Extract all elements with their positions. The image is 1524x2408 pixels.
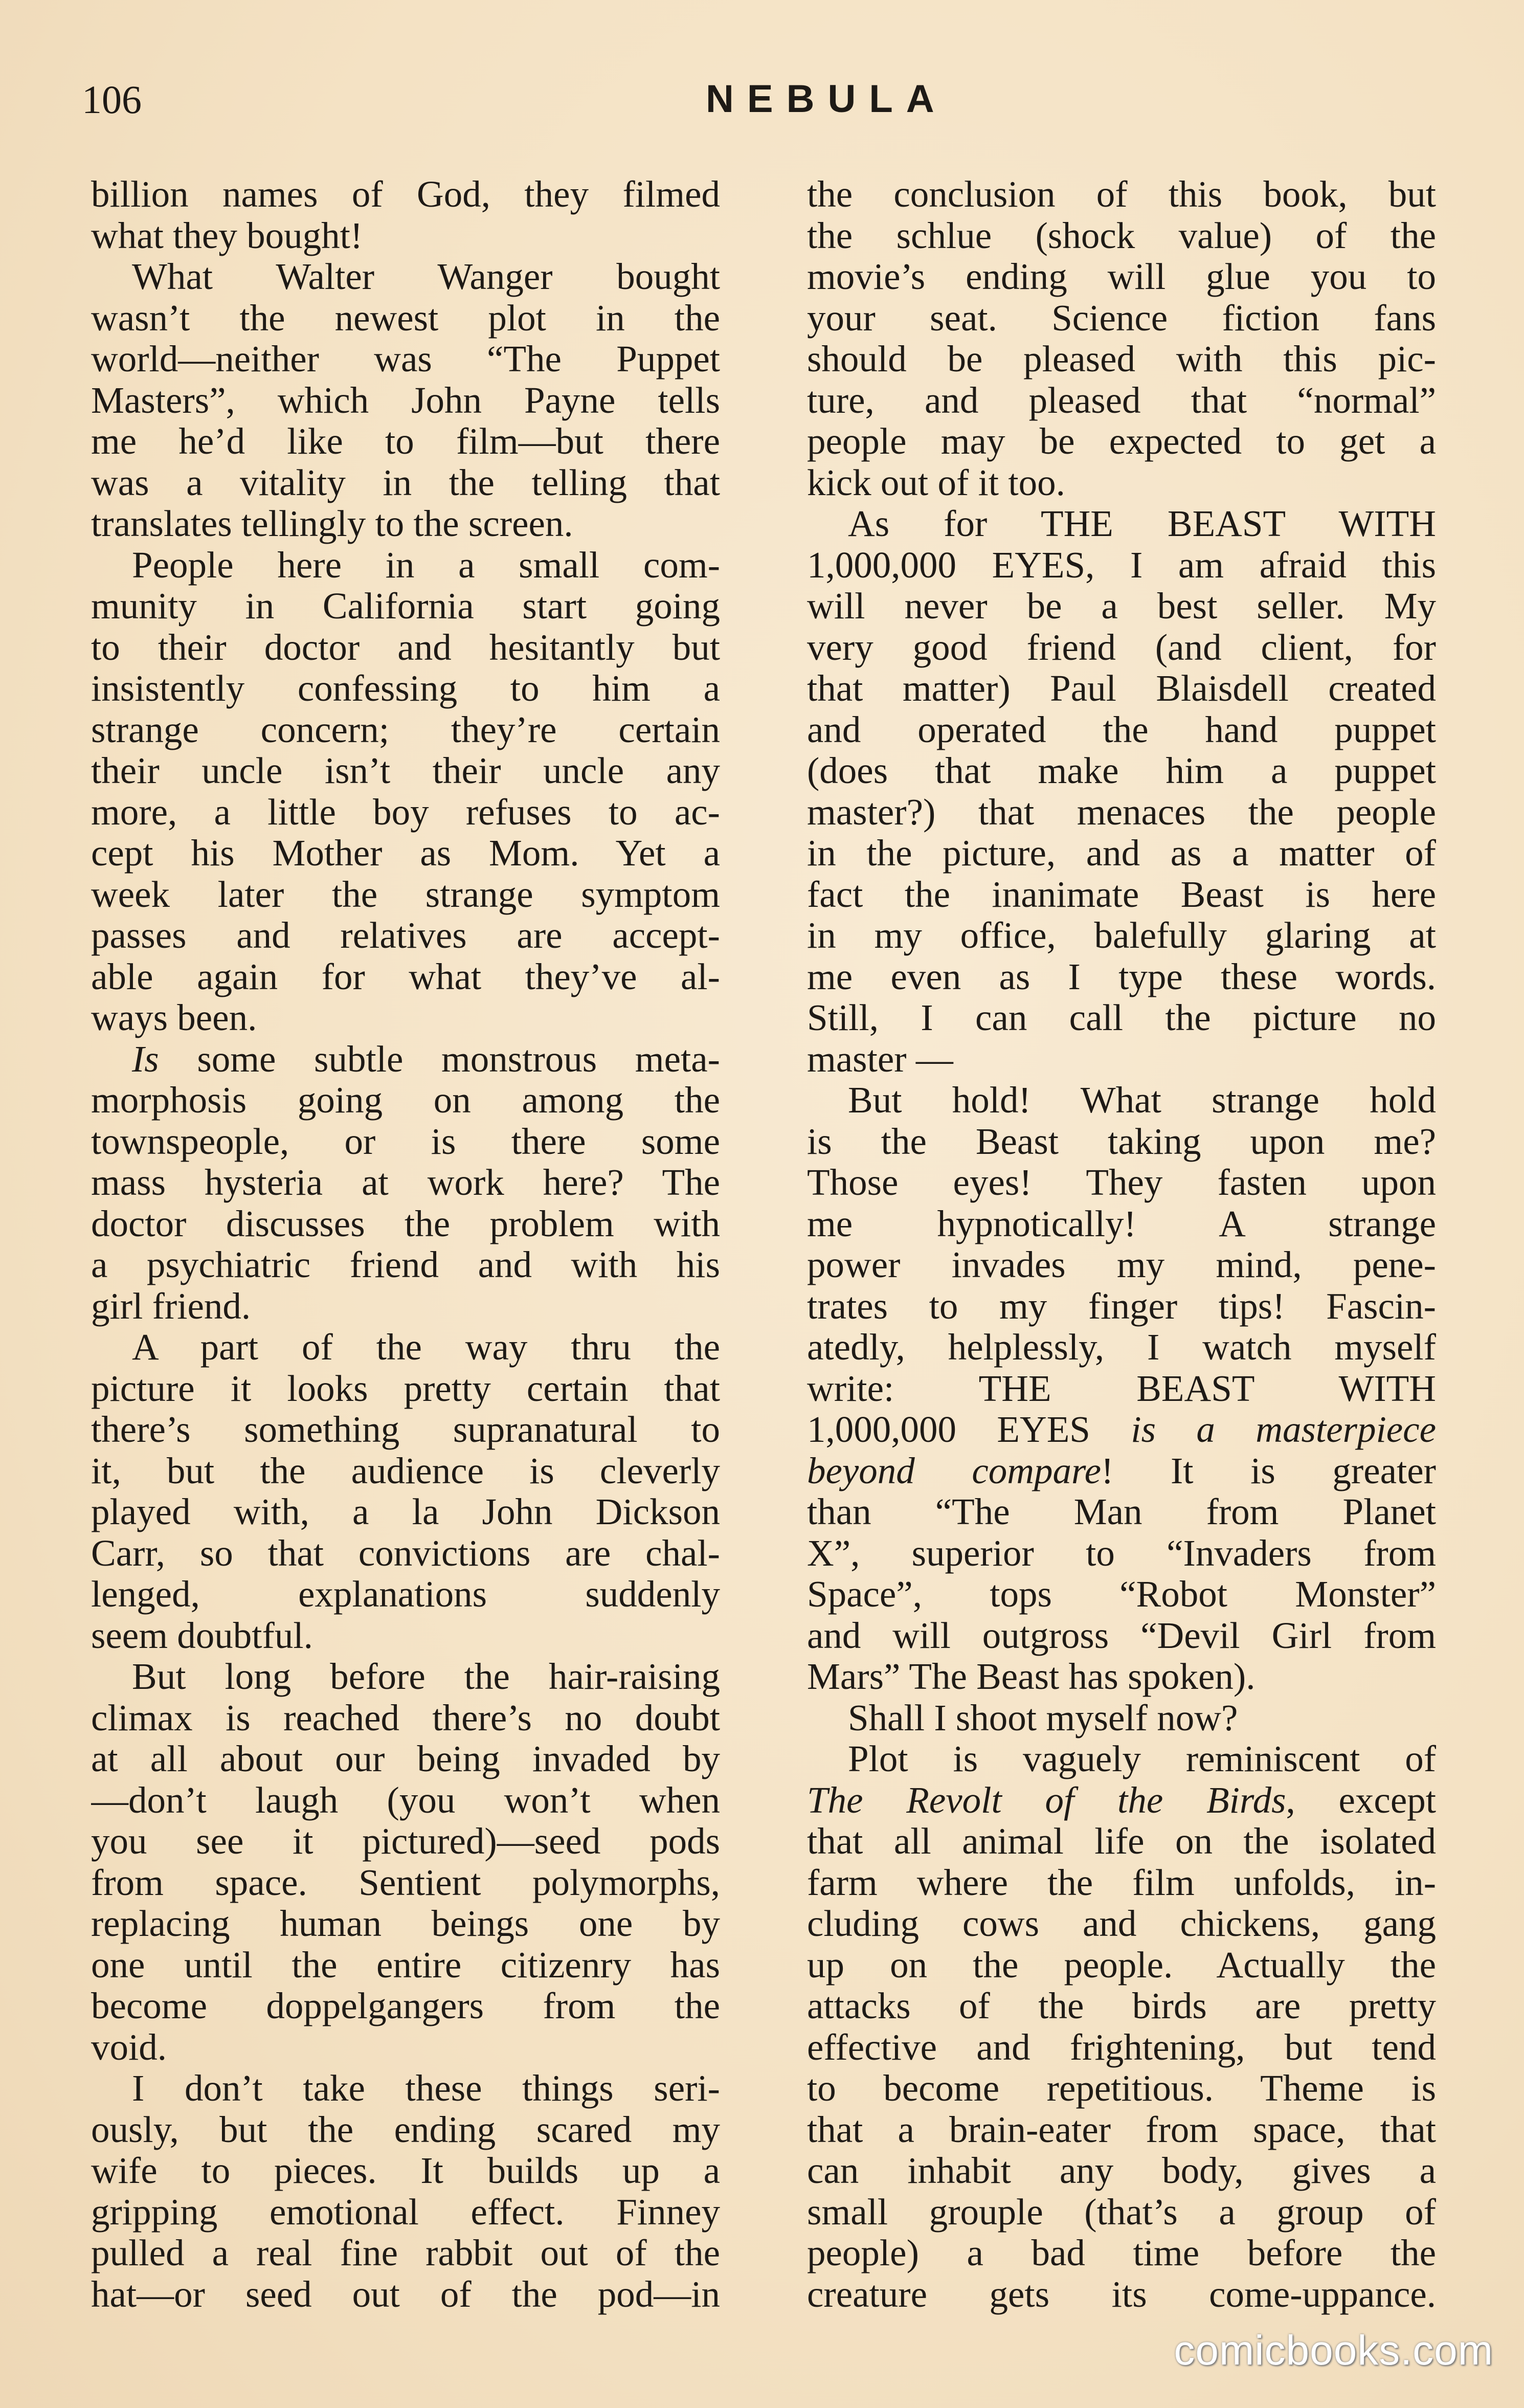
text-line: can inhabit any body, gives a [807, 2150, 1436, 2191]
text-line: is the Beast taking upon me? [807, 1121, 1436, 1162]
text-line: hat—or seed out of the pod—in [91, 2273, 720, 2315]
text-line: atedly, helplessly, I watch myself [807, 1327, 1436, 1368]
text-line: become doppelgangers from the [91, 1986, 720, 2026]
text-line: cept his Mother as Mom. Yet a [91, 833, 720, 874]
text-line: able again for what they’ve al- [91, 956, 720, 997]
text-line: it, but the audience is cleverly [91, 1450, 720, 1491]
text-line: than “The Man from Planet [807, 1491, 1436, 1532]
text-line: power invades my mind, pene- [807, 1244, 1436, 1285]
text-line: very good friend (and client, for [807, 627, 1436, 668]
text-line: to become repetitious. Theme is [807, 2068, 1436, 2109]
text-line: there’s something supranatural to [91, 1409, 720, 1450]
text-line: was a vitality in the telling that [91, 462, 720, 503]
text-line: me he’d like to film—but there [91, 421, 720, 462]
text-line: kick out of it too. [807, 462, 1065, 503]
text-line: effective and frightening, but tend [807, 2026, 1436, 2068]
text-line: Shall I shoot myself now? [848, 1697, 1238, 1738]
text-line: 1,000,000 EYES, I am afraid this [807, 544, 1436, 586]
text-line: replacing human beings one by [91, 1903, 720, 1944]
text-line: insistently confessing to him a [91, 668, 720, 709]
text-line: climax is reached there’s no doubt [91, 1697, 720, 1738]
text-line: The Revolt of the Birds, except [807, 1779, 1436, 1821]
page-header [82, 77, 1442, 133]
text-line: what they bought! [91, 215, 363, 256]
text-line: Still, I can call the picture no [807, 997, 1436, 1038]
text-line: gripping emotional effect. Finney [91, 2191, 720, 2233]
text-line: fact the inanimate Beast is here [807, 874, 1436, 915]
text-line: write: THE BEAST WITH [807, 1368, 1436, 1409]
text-line: from space. Sentient polymorphs, [91, 1862, 720, 1903]
text-line: I don’t take these things seri- [132, 2068, 720, 2109]
text-line: As for THE BEAST WITH [848, 503, 1436, 544]
text-line: lenged, explanations suddenly [91, 1574, 720, 1615]
text-line: a psychiatric friend and with his [91, 1244, 720, 1285]
text-line: small grouple (that’s a group of [807, 2191, 1436, 2233]
text-line: Space”, tops “Robot Monster” [807, 1574, 1436, 1615]
text-line: that a brain-eater from space, that [807, 2109, 1436, 2150]
text-line: to their doctor and hesitantly but [91, 627, 720, 668]
text-line: A part of the way thru the [132, 1327, 720, 1368]
text-line: your seat. Science fiction fans [807, 297, 1436, 339]
text-line: week later the strange symptom [91, 874, 720, 915]
text-line: billion names of God, they filmed [91, 174, 720, 215]
text-line: one until the entire citizenry has [91, 1944, 720, 1986]
text-line: Masters”, which John Payne tells [91, 380, 720, 421]
text-line: the conclusion of this book, but [807, 174, 1436, 215]
text-line: that matter) Paul Blaisdell created [807, 668, 1436, 709]
text-line: ture, and pleased that “normal” [807, 380, 1436, 421]
text-line: people may be expected to get a [807, 421, 1436, 462]
text-line: played with, a la John Dickson [91, 1491, 720, 1532]
watermark: comicbooks.com [1174, 2327, 1493, 2374]
text-line: People here in a small com- [132, 544, 720, 586]
text-line: Is some subtle monstrous meta- [132, 1038, 720, 1080]
right-text-column [807, 174, 1436, 2315]
text-line: morphosis going on among the [91, 1080, 720, 1121]
text-line: Those eyes! They fasten upon [807, 1162, 1436, 1203]
text-line: master?) that menaces the people [807, 791, 1436, 833]
text-line: pulled a real fine rabbit out of the [91, 2233, 720, 2273]
text-line: you see it pictured)—seed pods [91, 1821, 720, 1862]
text-line: —don’t laugh (you won’t when [91, 1779, 720, 1821]
text-line: cluding cows and chickens, gang [807, 1903, 1436, 1944]
text-line: at all about our being invaded by [91, 1738, 720, 1779]
text-line: translates tellingly to the screen. [91, 503, 573, 544]
text-line: But hold! What strange hold [848, 1080, 1436, 1121]
text-line: trates to my finger tips! Fascin- [807, 1285, 1436, 1327]
text-line: movie’s ending will glue you to [807, 256, 1436, 297]
text-line: more, a little boy refuses to ac- [91, 791, 720, 833]
text-line: Carr, so that convictions are chal- [91, 1532, 720, 1574]
left-text-column [91, 174, 720, 2315]
text-line: will never be a best seller. My [807, 586, 1436, 627]
text-line: creature gets its come-uppance. [807, 2273, 1436, 2315]
text-line: mass hysteria at work here? The [91, 1162, 720, 1203]
text-line: me hypnotically! A strange [807, 1203, 1436, 1244]
text-line: 1,000,000 EYES is a masterpiece [807, 1409, 1436, 1450]
text-line: should be pleased with this pic- [807, 339, 1436, 380]
text-line: in the picture, and as a matter of [807, 833, 1436, 874]
text-line: (does that make him a puppet [807, 750, 1436, 791]
running-head: NEBULA [706, 77, 948, 121]
text-line: X”, superior to “Invaders from [807, 1532, 1436, 1574]
text-line: wife to pieces. It builds up a [91, 2150, 720, 2191]
text-line: and will outgross “Devil Girl from [807, 1615, 1436, 1656]
text-line: farm where the film unfolds, in- [807, 1862, 1436, 1903]
text-line: their uncle isn’t their uncle any [91, 750, 720, 791]
text-line: strange concern; they’re certain [91, 709, 720, 750]
text-line: townspeople, or is there some [91, 1121, 720, 1162]
text-line: girl friend. [91, 1285, 251, 1327]
text-line: What Walter Wanger bought [132, 256, 720, 297]
text-line: master — [807, 1038, 953, 1080]
text-line: world—neither was “The Puppet [91, 339, 720, 380]
text-line: that all animal life on the isolated [807, 1821, 1436, 1862]
text-line: the schlue (shock value) of the [807, 215, 1436, 256]
text-line: in my office, balefully glaring at [807, 915, 1436, 956]
text-line: ously, but the ending scared my [91, 2109, 720, 2150]
text-line: people) a bad time before the [807, 2233, 1436, 2273]
text-line: Plot is vaguely reminiscent of [848, 1738, 1436, 1779]
text-line: wasn’t the newest plot in the [91, 297, 720, 339]
text-line: ways been. [91, 997, 257, 1038]
text-line: void. [91, 2026, 167, 2068]
text-line: doctor discusses the problem with [91, 1203, 720, 1244]
text-line: seem doubtful. [91, 1615, 313, 1656]
text-line: me even as I type these words. [807, 956, 1436, 997]
text-line: picture it looks pretty certain that [91, 1368, 720, 1409]
text-line: beyond compare! It is greater [807, 1450, 1436, 1491]
text-line: Mars” The Beast has spoken). [807, 1656, 1256, 1697]
text-line: up on the people. Actually the [807, 1944, 1436, 1986]
text-line: munity in California start going [91, 586, 720, 627]
text-line: attacks of the birds are pretty [807, 1986, 1436, 2026]
text-line: But long before the hair-raising [132, 1656, 720, 1697]
text-line: and operated the hand puppet [807, 709, 1436, 750]
text-line: passes and relatives are accept- [91, 915, 720, 956]
page-number: 106 [82, 77, 142, 122]
